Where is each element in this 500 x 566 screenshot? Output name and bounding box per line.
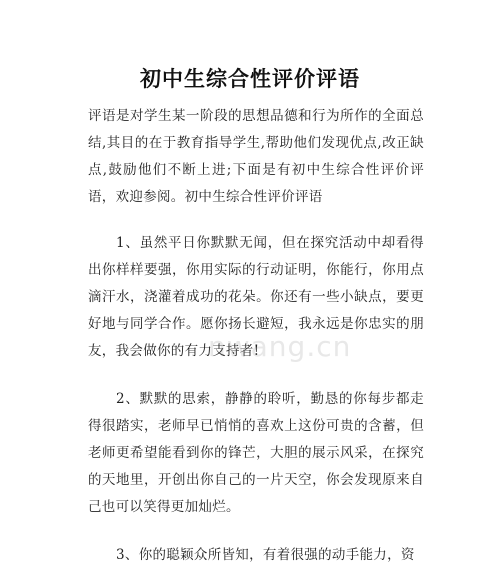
watermark: nwang.cn xyxy=(208,330,352,363)
comment-paragraph-3: 3、你的聪颖众所皆知，有着很强的动手能力，资 xyxy=(116,547,415,563)
comment-paragraph-2: 2、默默的思索，静静的聆听，勤恳的你每步都走得很踏实，老师早已悄悄的喜欢上这份可贵的含蓄，但老师更希望能看到你的锋芒，大胆的展示风采，在探究的天地里，开创出你自己的一片天空，你会发现原来自己也可以笑得更加灿烂。 xyxy=(88,391,424,515)
intro-paragraph: 评语是对学生某一阶段的思想品德和行为所作的全面总结,其目的在于教育指导学生,帮助他们发现优点,改正缺点,鼓励他们不断上进;下面是有初中生综合性评价评语，欢迎参阅。初中生综合性评价评语 xyxy=(88,108,424,205)
comment-paragraph-1: 1、虽然平日你默默无闻，但在探究活动中却看得出你样样要强，你用实际的行动证明，你能行，你用点滴汗水，浇灌着成功的花朵。你还有一些小缺点，要更好地与同学合作。愿你扬长避短，我永远是你忠实的朋友，我会做你的有力支持者! xyxy=(88,235,424,359)
document-title: 初中生综合性评价评语 xyxy=(140,66,360,91)
